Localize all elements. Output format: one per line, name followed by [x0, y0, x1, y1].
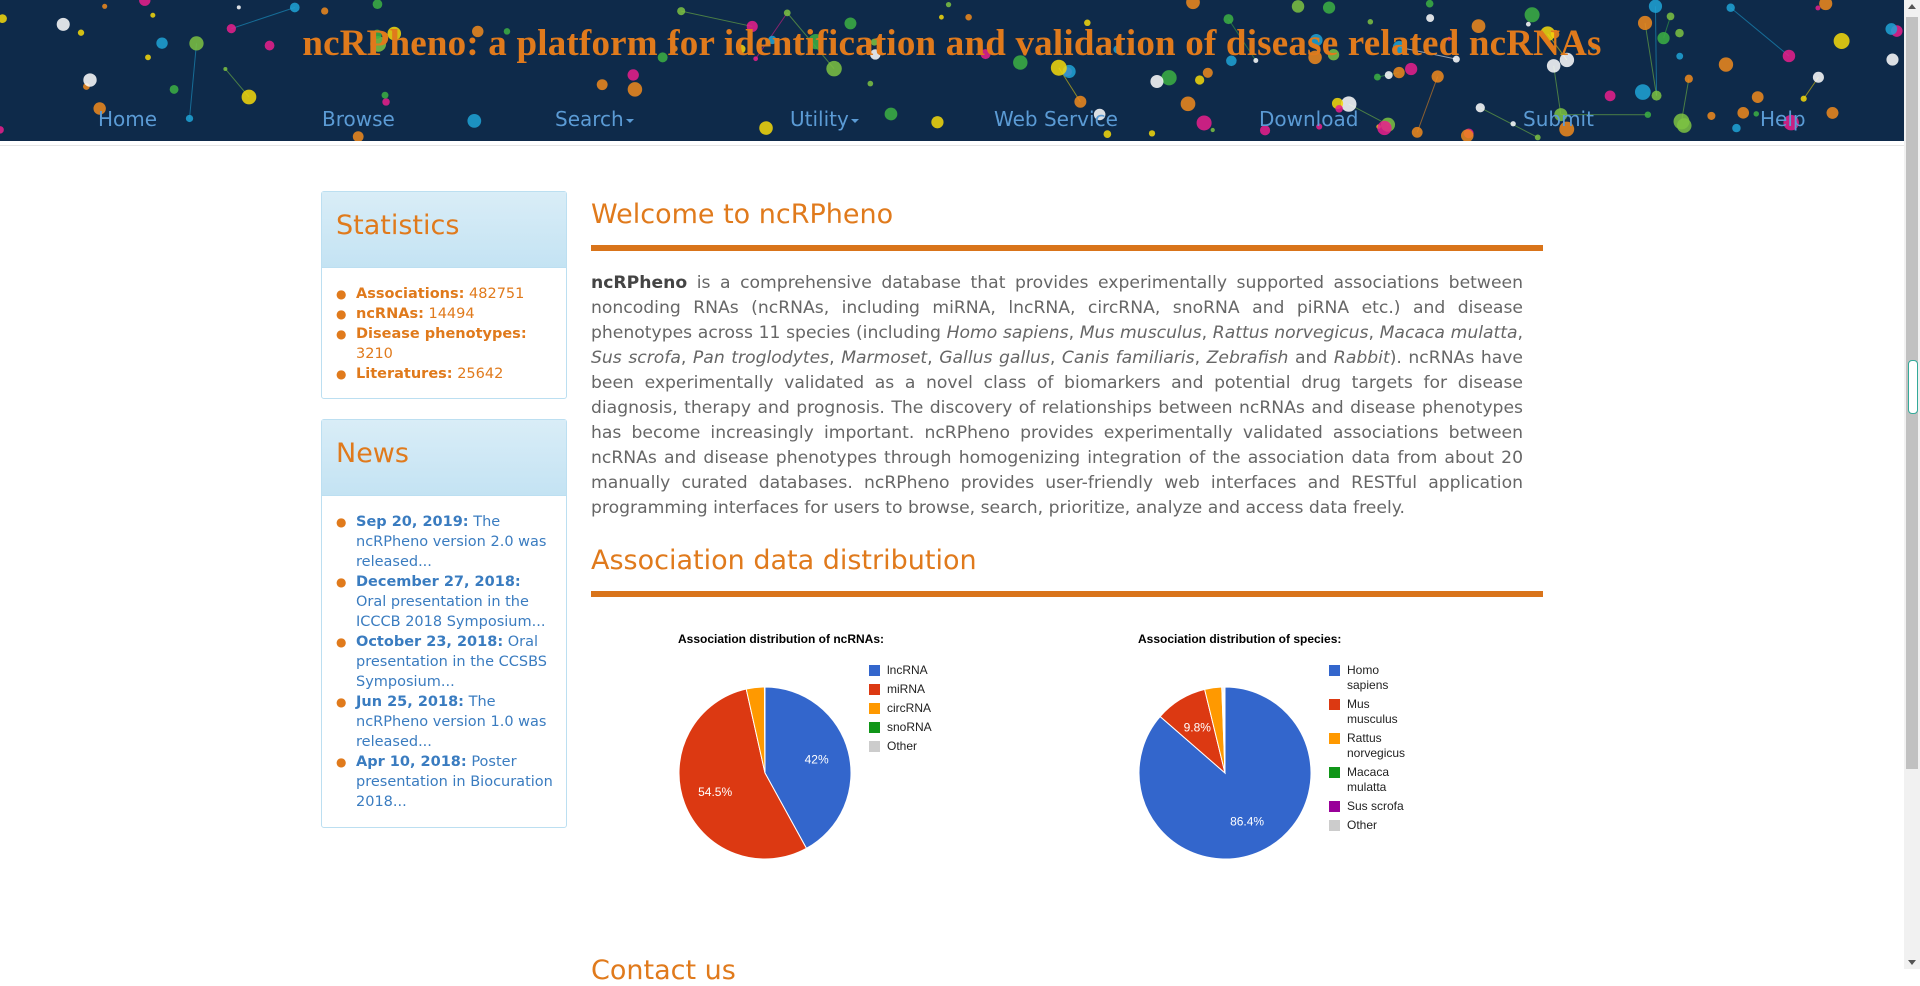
- legend-item[interactable]: [1329, 765, 1405, 795]
- network-node: [939, 15, 944, 20]
- network-node: [1813, 72, 1824, 83]
- stat-label: Associations:: [356, 286, 464, 302]
- network-node: [1737, 107, 1749, 119]
- network-node: [1323, 1, 1335, 13]
- stat-label: Disease phenotypes:: [356, 326, 527, 342]
- network-node: [1819, 0, 1832, 10]
- legend-swatch: [869, 741, 880, 752]
- nav-browse-label: Browse: [322, 107, 395, 131]
- legend-swatch: [869, 684, 880, 695]
- legend-species: [1329, 663, 1405, 837]
- scroll-down-arrow-icon[interactable]: [1908, 960, 1916, 965]
- network-node: [102, 4, 107, 9]
- network-node: [931, 116, 943, 128]
- news-date: Jun 25, 2018:: [356, 694, 464, 710]
- stat-item: [336, 304, 554, 324]
- stat-value: 14494: [428, 306, 474, 322]
- bullet-icon: ●: [336, 692, 356, 712]
- network-node: [1203, 68, 1213, 78]
- species-name: Marmoset: [841, 348, 927, 368]
- stat-label: ncRNAs:: [356, 306, 424, 322]
- legend-label: norvegicus: [1347, 746, 1405, 761]
- nav-browse[interactable]: [322, 107, 395, 131]
- legend-label: miRNA: [887, 682, 932, 697]
- species-name: Mus musculus: [1080, 323, 1202, 343]
- chart-title-ncrna: Association distribution of ncRNAs:: [678, 632, 884, 646]
- network-node: [1645, 111, 1651, 117]
- nav-submit-label: Submit: [1523, 107, 1594, 131]
- legend-swatch: [1329, 820, 1340, 831]
- legend-label: circRNA: [887, 701, 932, 716]
- network-node: [170, 85, 179, 94]
- network-node: [1374, 74, 1381, 81]
- network-node: [1211, 128, 1215, 132]
- scroll-marker: [1908, 360, 1918, 414]
- legend-label: lncRNA: [887, 663, 932, 678]
- network-node: [965, 14, 972, 21]
- welcome-title: Welcome to ncRPheno: [591, 199, 893, 230]
- network-node: [1393, 67, 1404, 78]
- network-node: [628, 69, 639, 80]
- network-node: [1801, 96, 1807, 102]
- header-divider: [0, 141, 1904, 146]
- bullet-icon: ●: [336, 512, 356, 532]
- stat-label: Literatures:: [356, 366, 453, 382]
- nav-home-label: Home: [98, 107, 157, 131]
- network-node: [759, 121, 773, 135]
- news-link[interactable]: The ncRPheno version 2.0 was released...: [356, 514, 546, 570]
- network-node: [1732, 124, 1740, 132]
- news-item[interactable]: [336, 692, 554, 752]
- species-name: Rattus norvegicus: [1213, 323, 1369, 343]
- species-name: Canis familiaris: [1062, 348, 1195, 368]
- network-node: [946, 2, 951, 7]
- network-node: [1674, 113, 1690, 129]
- nav-download[interactable]: [1259, 107, 1358, 131]
- news-date: December 27, 2018:: [356, 574, 521, 590]
- network-node: [868, 81, 874, 87]
- network-node: [237, 5, 241, 9]
- legend-label: musculus: [1347, 712, 1405, 727]
- legend-swatch: [869, 665, 880, 676]
- chevron-down-icon: [851, 119, 859, 123]
- legend-swatch: [1329, 699, 1340, 710]
- network-node: [1685, 75, 1693, 83]
- species-name: Zebrafish: [1207, 348, 1289, 368]
- network-node: [1074, 96, 1086, 108]
- news-item[interactable]: [336, 512, 554, 572]
- news-title: News: [336, 438, 409, 469]
- news-panel-header: [322, 420, 566, 496]
- site-header: [0, 0, 1904, 141]
- legend-swatch: [1329, 733, 1340, 744]
- network-node: [628, 82, 642, 96]
- news-item[interactable]: [336, 572, 554, 632]
- intro-text-1: is a comprehensive database that provides experimentally supported associations between noncoding RNAs (ncRNAs, including miRNA, lncRNA, circRNA, snoRNA and piRNA etc.) and disease phenotypes across 11 species (including: [591, 273, 1523, 343]
- network-node: [1525, 7, 1540, 22]
- site-title: ncRPheno: a platform for identification and validation of disease related ncRNAs: [0, 22, 1904, 65]
- distribution-title: Association data distribution: [591, 545, 977, 576]
- legend-item[interactable]: [869, 701, 932, 716]
- stat-value: 482751: [469, 286, 524, 302]
- legend-label: Rattus: [1347, 731, 1405, 746]
- legend-label: Sus scrofa: [1347, 799, 1405, 814]
- stat-value: 3210: [356, 346, 393, 362]
- network-node: [1426, 14, 1434, 22]
- news-date: Sep 20, 2019:: [356, 514, 469, 530]
- network-node: [290, 3, 300, 13]
- statistics-panel-header: [322, 192, 566, 268]
- legend-label: mulatta: [1347, 780, 1405, 795]
- network-node: [1707, 112, 1715, 120]
- news-date: Apr 10, 2018:: [356, 754, 467, 770]
- nav-web-service[interactable]: [994, 107, 1118, 131]
- network-node: [83, 73, 96, 86]
- network-node: [1432, 70, 1444, 82]
- news-list: [336, 512, 554, 812]
- legend-label: Other: [887, 739, 932, 754]
- network-node: [1652, 91, 1662, 101]
- network-node: [150, 13, 155, 18]
- species-name: Rabbit: [1334, 348, 1390, 368]
- legend-label: Mus: [1347, 697, 1405, 712]
- legend-item[interactable]: [1329, 818, 1405, 833]
- pie-chart-species: [1132, 680, 1318, 866]
- species-name: Homo sapiens: [947, 323, 1069, 343]
- network-node: [885, 108, 898, 121]
- species-name: Macaca mulatta: [1380, 323, 1518, 343]
- network-node: [1535, 134, 1541, 140]
- page-scrollbar[interactable]: [1904, 0, 1920, 969]
- network-node: [1667, 12, 1675, 20]
- stat-item: [336, 324, 554, 364]
- legend-label: Macaca: [1347, 765, 1405, 780]
- nav-web-service-label: Web Service: [994, 107, 1118, 131]
- network-node: [597, 79, 608, 90]
- network-node: [467, 114, 481, 128]
- network-node: [1149, 130, 1155, 136]
- bullet-icon: ●: [336, 304, 356, 324]
- network-node: [1197, 115, 1212, 130]
- network-node: [1649, 0, 1662, 13]
- network-node: [382, 92, 389, 99]
- network-node: [1195, 75, 1204, 84]
- network-node: [1752, 91, 1764, 103]
- network-node: [1292, 0, 1304, 12]
- network-node: [1150, 75, 1163, 88]
- news-link[interactable]: Poster presentation in Biocuration 2018...: [356, 754, 553, 810]
- legend-item[interactable]: [1329, 731, 1405, 761]
- network-node: [321, 7, 328, 14]
- legend-item[interactable]: [869, 663, 932, 678]
- pie-data-label: 9.8%: [1184, 720, 1212, 734]
- network-node: [1815, 6, 1820, 11]
- statistics-panel: [321, 191, 567, 399]
- bullet-icon: ●: [336, 284, 356, 304]
- network-node: [0, 126, 4, 133]
- network-node: [139, 0, 150, 6]
- network-node: [784, 9, 791, 16]
- legend-item[interactable]: [1329, 799, 1405, 814]
- nav-search-label: Search: [555, 107, 624, 131]
- chart-title-species: Association distribution of species:: [1138, 632, 1341, 646]
- legend-swatch: [1329, 767, 1340, 778]
- nav-help-label: Help: [1760, 107, 1806, 131]
- species-name: Gallus gallus: [939, 348, 1050, 368]
- chevron-down-icon: [626, 119, 634, 123]
- network-node: [1412, 127, 1423, 138]
- network-node: [1827, 107, 1839, 119]
- legend-item[interactable]: [869, 720, 932, 735]
- legend-item[interactable]: [1329, 663, 1405, 693]
- nav-home[interactable]: [98, 107, 157, 131]
- section-divider: [591, 591, 1543, 597]
- news-link[interactable]: The ncRPheno version 1.0 was released...: [356, 694, 546, 750]
- news-link[interactable]: Oral presentation in the CCSBS Symposium...: [356, 634, 547, 690]
- network-node: [223, 67, 227, 71]
- network-node: [373, 0, 383, 9]
- nav-search[interactable]: [555, 107, 634, 131]
- legend-label: snoRNA: [887, 720, 932, 735]
- nav-utility[interactable]: [790, 107, 859, 131]
- intro-and: and: [1288, 348, 1333, 368]
- pie-data-label: 86.4%: [1230, 815, 1264, 829]
- network-node: [242, 90, 257, 105]
- section-divider: [591, 245, 1543, 251]
- legend-ncrna: [869, 663, 932, 758]
- legend-swatch: [869, 703, 880, 714]
- network-node: [1385, 71, 1393, 79]
- legend-item[interactable]: [869, 682, 932, 697]
- network-node: [1186, 0, 1200, 9]
- stat-item: [336, 284, 554, 304]
- legend-label: sapiens: [1347, 678, 1405, 693]
- news-date: October 23, 2018:: [356, 634, 503, 650]
- scroll-up-arrow-icon[interactable]: [1908, 4, 1916, 9]
- stat-item: [336, 364, 554, 384]
- species-name: Sus scrofa: [591, 348, 681, 368]
- network-edge: [1417, 77, 1437, 133]
- news-item[interactable]: [336, 752, 554, 812]
- news-link[interactable]: Oral presentation in the ICCCB 2018 Symposium...: [356, 594, 545, 630]
- network-node: [1605, 90, 1616, 101]
- statistics-title: Statistics: [336, 210, 459, 241]
- network-node: [1726, 4, 1734, 12]
- network-node: [1377, 121, 1391, 135]
- network-node: [1476, 103, 1485, 112]
- bullet-icon: ●: [336, 572, 356, 592]
- network-node: [1754, 111, 1759, 116]
- network-node: [1635, 84, 1651, 100]
- legend-item[interactable]: [869, 739, 932, 754]
- legend-swatch: [869, 722, 880, 733]
- statistics-list: [336, 284, 554, 384]
- bullet-icon: ●: [336, 364, 356, 384]
- network-node: [1104, 130, 1112, 138]
- stat-value: 25642: [457, 366, 503, 382]
- network-node: [677, 7, 685, 15]
- legend-swatch: [1329, 665, 1340, 676]
- network-node: [1161, 70, 1176, 85]
- network-node: [186, 115, 193, 122]
- news-item[interactable]: [336, 632, 554, 692]
- news-panel: [321, 419, 567, 828]
- species-name: Pan troglodytes: [693, 348, 829, 368]
- intro-text-2: ). ncRNAs have been experimentally validated as a novel class of biomarkers and potential drug targets for disease diagnosis, therapy and prognosis. The discovery of relationships between ncRNAs and disease phenotypes has become increasingly important. ncRPheno provides experimentally validated associations between ncRNAs and disease phenotypes through homogenizing integration of the association data from about 20 manually curated databases. ncRPheno provides user-friendly web interfaces and RESTful application programming interfaces for users to browse, search, prioritize, analyze and access data freely.: [591, 348, 1523, 518]
- legend-label: Homo: [1347, 663, 1405, 678]
- intro-paragraph: ncRPheno is a comprehensive database that provides experimentally supported associations between noncoding RNAs (ncRNAs, including miRNA, lncRNA, circRNA, snoRNA and piRNA etc.) and disease phenotypes across 11 species (including Homo sapiens, Mus musculus, Rattus norvegicus, Macaca mulatta, Sus scrofa, Pan troglodytes, Marmoset, Gallus gallus, Canis familiaris, Zebrafish and Rabbit). ncRNAs have been experimentally validated as a novel class of biomarkers and potential drug targets for disease diagnosis, therapy and prognosis. The discovery of relationships between ncRNAs and disease phenotypes has become increasingly important. ncRPheno provides experimentally validated associations between ncRNAs and disease phenotypes through homogenizing integration of the association data from about 20 manually curated databases. ncRPheno provides user-friendly web interfaces and RESTful application programming interfaces for users to browse, search, prioritize, analyze and access data freely.: [591, 271, 1523, 521]
- bullet-icon: ●: [336, 752, 356, 772]
- legend-label: Other: [1347, 818, 1405, 833]
- network-node: [353, 131, 364, 141]
- pie-chart-ncrna: [672, 680, 858, 866]
- network-node: [1426, 0, 1434, 7]
- nav-submit[interactable]: [1523, 107, 1594, 131]
- pie-data-label: 42%: [805, 753, 829, 767]
- bullet-icon: ●: [336, 632, 356, 652]
- nav-utility-label: Utility: [790, 107, 849, 131]
- network-node: [382, 98, 389, 105]
- pie-data-label: 54.5%: [698, 785, 732, 799]
- bullet-icon: ●: [336, 324, 356, 344]
- nav-help[interactable]: [1760, 107, 1806, 131]
- intro-brand: ncRPheno: [591, 273, 687, 293]
- legend-swatch: [1329, 801, 1340, 812]
- nav-download-label: Download: [1259, 107, 1358, 131]
- contact-title: Contact us: [591, 955, 736, 986]
- network-node: [1510, 121, 1515, 126]
- network-node: [1181, 96, 1196, 111]
- legend-item[interactable]: [1329, 697, 1405, 727]
